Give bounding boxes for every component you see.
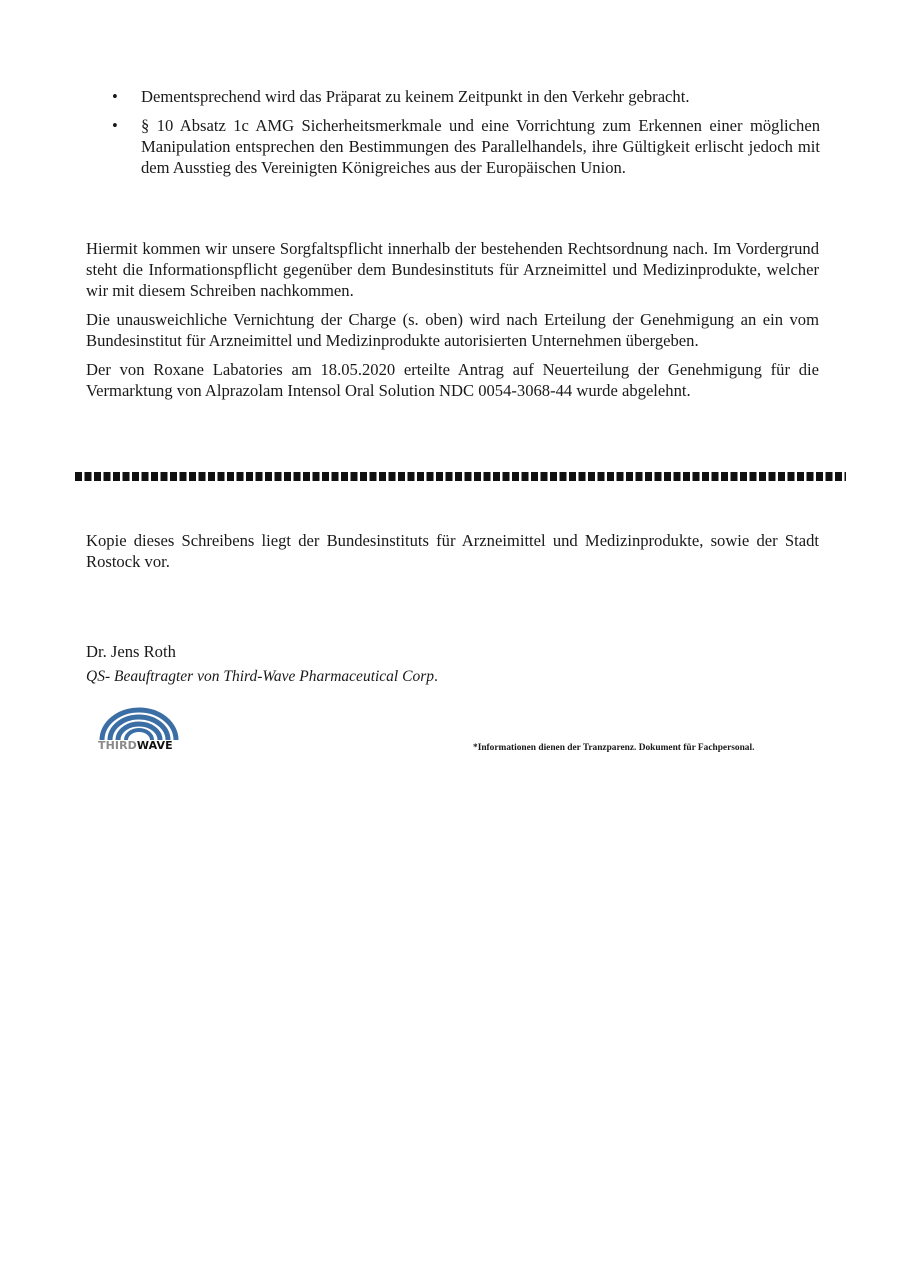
bullet-symbol: • [112, 87, 118, 106]
paragraph: Der von Roxane Labatories am 18.05.2020 erteilte Antrag auf Neuerteilung der Genehmigung für die Vermarktung von Alprazolam Intensol Oral Solution NDC 0054-3068-44 wurde abgelehnt. [86, 360, 819, 400]
logo-word-third: THIRD [98, 739, 137, 752]
thirdwave-logo-icon [97, 707, 181, 741]
paragraph: Hiermit kommen wir unsere Sorgfaltspflicht innerhalb der bestehenden Rechtsordnung nach. Im Vordergrund steht die Informationspflicht gegenüber dem Bundesinstituts für Arzneimittel und Medizinprodukte, welcher wir mit diesem Schreiben nachkommen. [86, 239, 819, 300]
signature-title-suffix: . [434, 668, 438, 685]
thirdwave-logo [97, 707, 181, 755]
signature-name: Dr. Jens Roth [86, 642, 176, 661]
bullet-item [108, 86, 820, 107]
copy-note-block [86, 530, 819, 580]
bullet-text: § 10 Absatz 1c AMG Sicherheitsmerkmale und eine Vorrichtung zum Erkennen einer möglichen Manipulation entsprechen den Bestimmungen des Parallelhandels, ihre Gültigkeit erlischt jedoch mit dem Ausstieg des Vereinigten Königreiches aus der Europäischen Union. [141, 116, 820, 177]
footnote: *Informationen dienen der Tranzparenz. Dokument für Fachpersonal. [473, 743, 755, 753]
signature-title [86, 667, 438, 687]
bullet-list [108, 86, 820, 186]
bullet-item [108, 115, 820, 178]
bullet-text: Dementsprechend wird das Präparat zu keinem Zeitpunkt in den Verkehr gebracht. [141, 87, 690, 106]
dashed-divider [75, 472, 846, 481]
logo-wordmark [98, 739, 173, 752]
bullet-symbol: • [112, 116, 118, 135]
signature-title-text: QS- Beauftragter von Third-Wave Pharmaceutical Corp [86, 668, 434, 685]
body-paragraphs [86, 238, 819, 409]
logo-word-wave: WAVE [136, 739, 173, 752]
paragraph: Die unausweichliche Vernichtung der Charge (s. oben) wird nach Erteilung der Genehmigung an ein vom Bundesinstitut für Arzneimittel und Medizinprodukte autorisierten Unternehmen übergeben. [86, 310, 819, 350]
copy-note: Kopie dieses Schreibens liegt der Bundesinstituts für Arzneimittel und Medizinprodukte, sowie der Stadt Rostock vor. [86, 531, 819, 571]
